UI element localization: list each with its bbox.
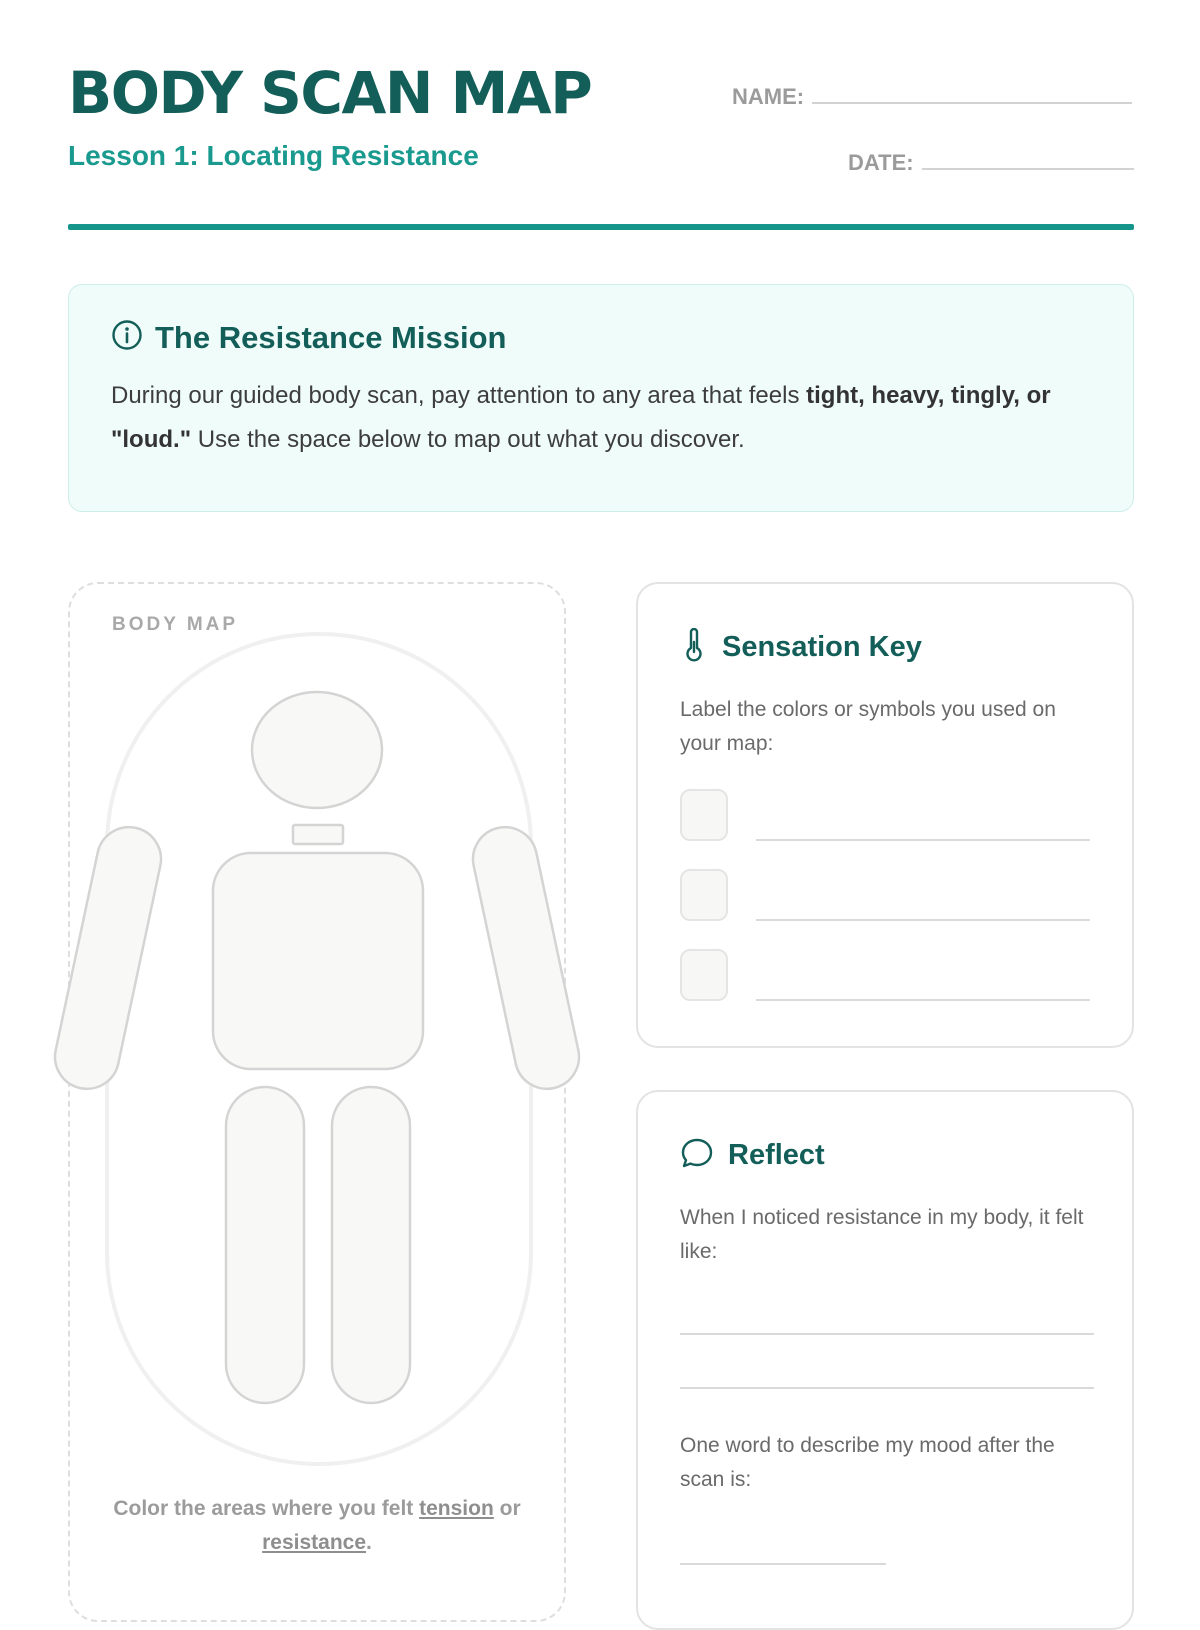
figure-torso[interactable] — [213, 853, 423, 1069]
key-swatch-2[interactable] — [680, 869, 728, 921]
date-label: DATE: — [848, 150, 914, 175]
reflect-line-1[interactable] — [680, 1333, 1094, 1335]
key-line-2[interactable] — [756, 919, 1090, 921]
sensation-key-card — [636, 582, 1134, 1048]
key-swatch-3[interactable] — [680, 949, 728, 1001]
reflect-prompt-1: When I noticed resistance in my body, it felt like: — [680, 1206, 1084, 1263]
mission-text-start: During our guided body scan, pay attention to any area that feels — [111, 382, 807, 409]
key-row — [680, 949, 1090, 1001]
reflect-line-2[interactable] — [680, 1387, 1094, 1389]
figure-left-arm[interactable] — [49, 821, 167, 1094]
mission-title: The Resistance Mission — [155, 319, 507, 355]
caption-prefix: Color the areas where you felt — [113, 1497, 420, 1520]
caption-resistance: resistance — [262, 1531, 367, 1554]
body-map-label: BODY MAP — [112, 614, 239, 635]
figure-head[interactable] — [252, 692, 382, 808]
figure-left-leg[interactable] — [226, 1087, 304, 1403]
thermometer-icon — [680, 628, 708, 667]
figure-right-leg[interactable] — [332, 1087, 410, 1403]
mood-word-line[interactable] — [680, 1563, 886, 1565]
reflect-prompt-2: One word to describe my mood after the scan is: — [680, 1434, 1055, 1491]
figure-right-arm[interactable] — [467, 821, 585, 1094]
key-row — [680, 869, 1090, 921]
mission-text-bold: tight, heavy, tingly, or "loud." — [111, 382, 1051, 453]
caption-mid: or — [493, 1497, 521, 1520]
sensation-key-instruction: Label the colors or symbols you used on your map: — [680, 698, 1056, 755]
sensation-key-title: Sensation Key — [722, 631, 922, 663]
figure-neck[interactable] — [293, 825, 343, 844]
reflect-card — [636, 1090, 1134, 1630]
reflect-title: Reflect — [728, 1139, 825, 1171]
speech-bubble-icon — [680, 1136, 714, 1175]
page-title: BODY SCAN MAP — [68, 59, 592, 127]
name-label: NAME: — [732, 84, 805, 109]
key-row — [680, 789, 1090, 841]
key-line-1[interactable] — [756, 839, 1090, 841]
lesson-subtitle: Lesson 1: Locating Resistance — [68, 140, 479, 171]
key-swatch-1[interactable] — [680, 789, 728, 841]
caption-tension: tension — [419, 1497, 494, 1520]
caption-suffix: . — [366, 1531, 372, 1554]
mission-text-end: Use the space below to map out what you discover. — [191, 426, 745, 453]
key-line-3[interactable] — [756, 999, 1090, 1001]
